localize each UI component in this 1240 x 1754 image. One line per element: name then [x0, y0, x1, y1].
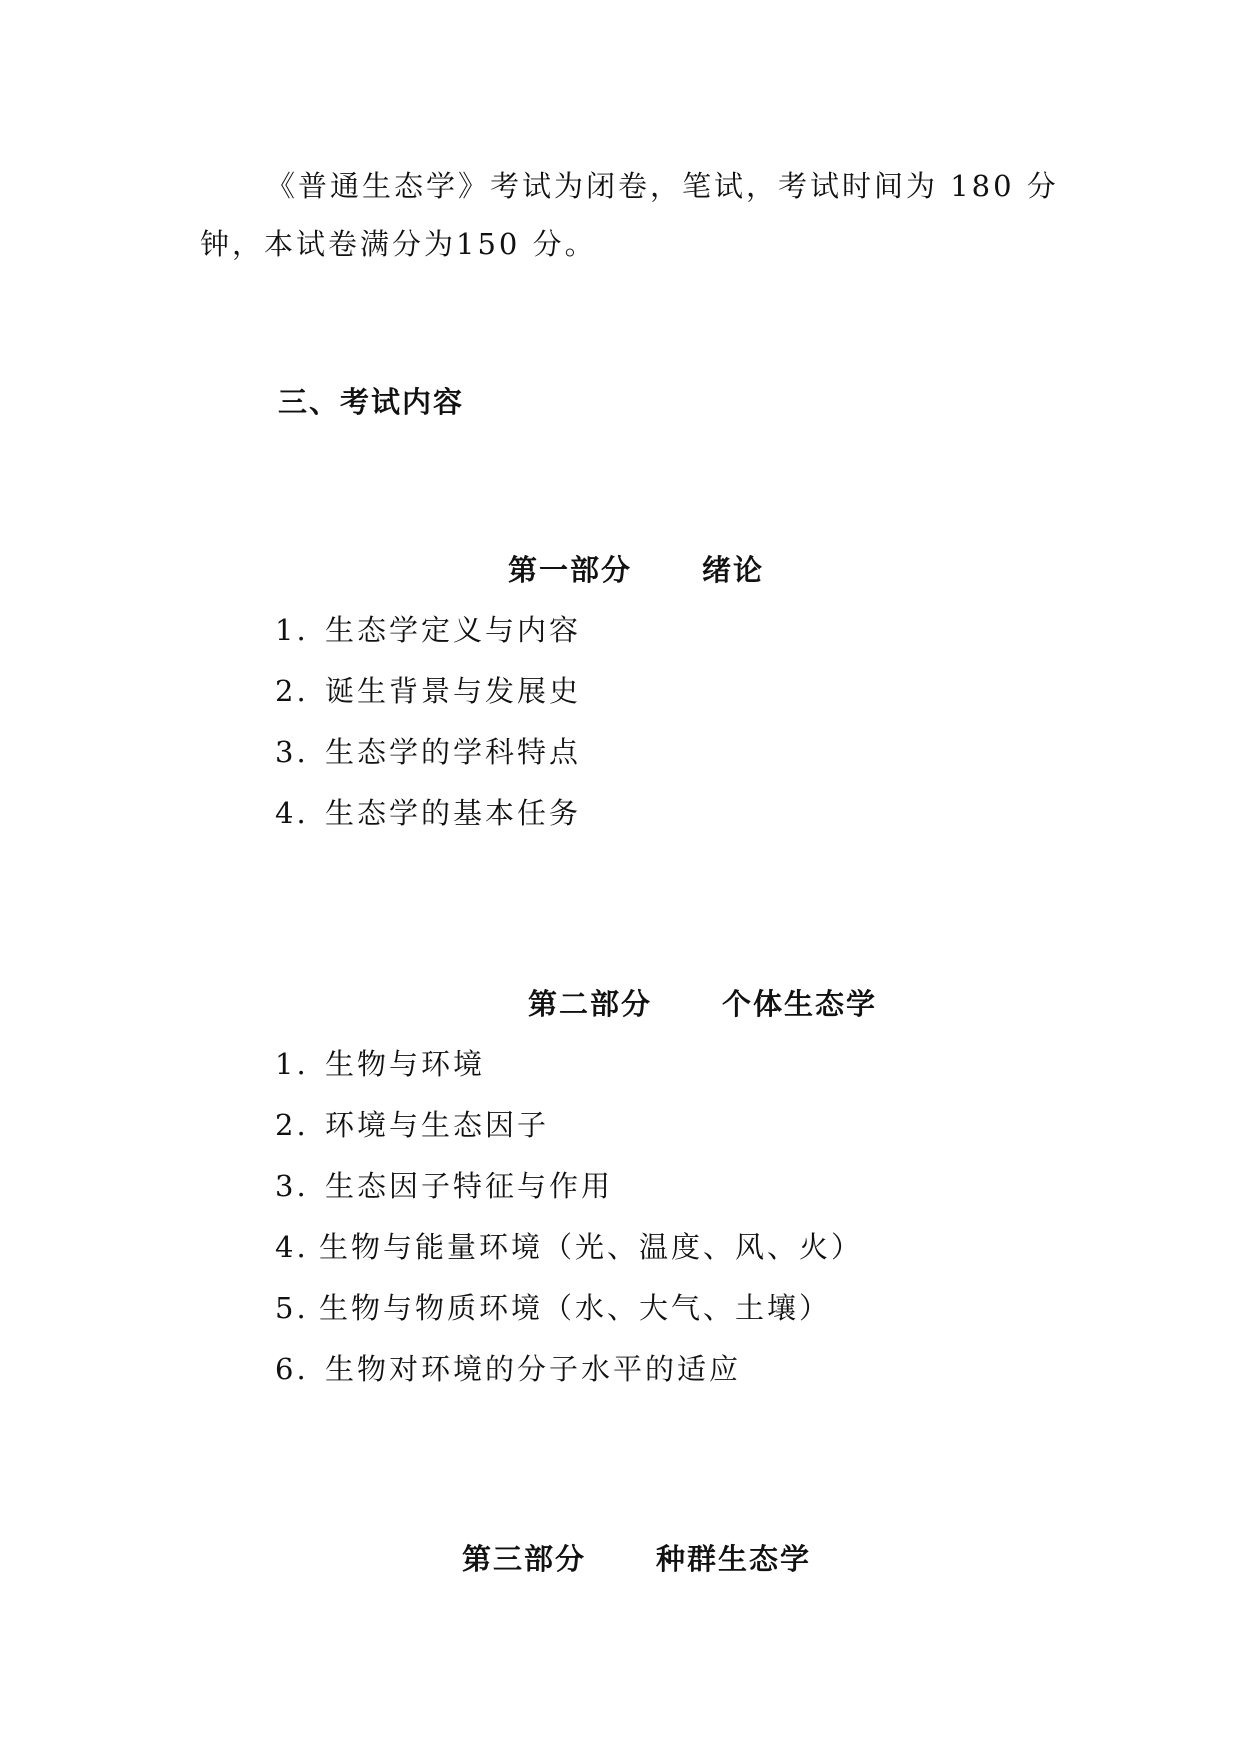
list-item-index: 2.	[275, 1108, 309, 1142]
list-item	[275, 783, 581, 844]
part-3-title: 种群生态学	[656, 1542, 812, 1576]
list-item	[275, 1034, 863, 1095]
list-item-text: 生物与物质环境（水、大气、土壤）	[319, 1291, 832, 1325]
list-item-index: 1.	[275, 1047, 309, 1081]
list-item-index: 5.	[275, 1291, 309, 1325]
list-item-text: 生物对环境的分子水平的适应	[325, 1352, 742, 1386]
list-item	[275, 1217, 863, 1278]
list-item-text: 生态学的学科特点	[325, 735, 582, 769]
list-item-text: 环境与生态因子	[325, 1108, 550, 1142]
list-item	[275, 661, 581, 722]
list-item	[275, 722, 581, 783]
exam-format-paragraph: 《普通生态学》考试为闭卷，笔试，考试时间为 180 分钟，本试卷满分为150 分。	[200, 169, 1059, 261]
part-2-heading	[528, 982, 877, 1023]
part-1-heading	[508, 548, 764, 589]
part-1-title: 绪论	[702, 553, 765, 587]
list-item-index: 1.	[275, 613, 309, 647]
part-3-number: 第三部分	[462, 1542, 587, 1576]
list-item-index: 3.	[275, 735, 309, 769]
list-item-text: 生态学的基本任务	[325, 796, 582, 830]
part-2-item-list	[275, 1034, 863, 1400]
list-item-index: 6.	[275, 1352, 309, 1386]
list-item	[275, 1278, 863, 1339]
part-2-title: 个体生态学	[722, 987, 878, 1021]
list-item	[275, 1339, 863, 1400]
list-item	[275, 1156, 863, 1217]
list-item	[275, 600, 581, 661]
list-item-text: 诞生背景与发展史	[325, 674, 582, 708]
list-item	[275, 1095, 863, 1156]
section-heading: 三、考试内容	[278, 385, 465, 419]
list-item-index: 4.	[275, 1230, 309, 1264]
list-item-index: 4.	[275, 796, 309, 830]
list-item-text: 生态因子特征与作用	[325, 1169, 614, 1203]
list-item-text: 生物与环境	[325, 1047, 486, 1081]
part-3-heading	[462, 1537, 811, 1578]
part-2-number: 第二部分	[528, 987, 653, 1021]
part-1-item-list	[275, 600, 581, 844]
list-item-text: 生物与能量环境（光、温度、风、火）	[319, 1230, 864, 1264]
list-item-index: 2.	[275, 674, 309, 708]
list-item-index: 3.	[275, 1169, 309, 1203]
part-1-number: 第一部分	[508, 553, 633, 587]
list-item-text: 生态学定义与内容	[325, 613, 582, 647]
